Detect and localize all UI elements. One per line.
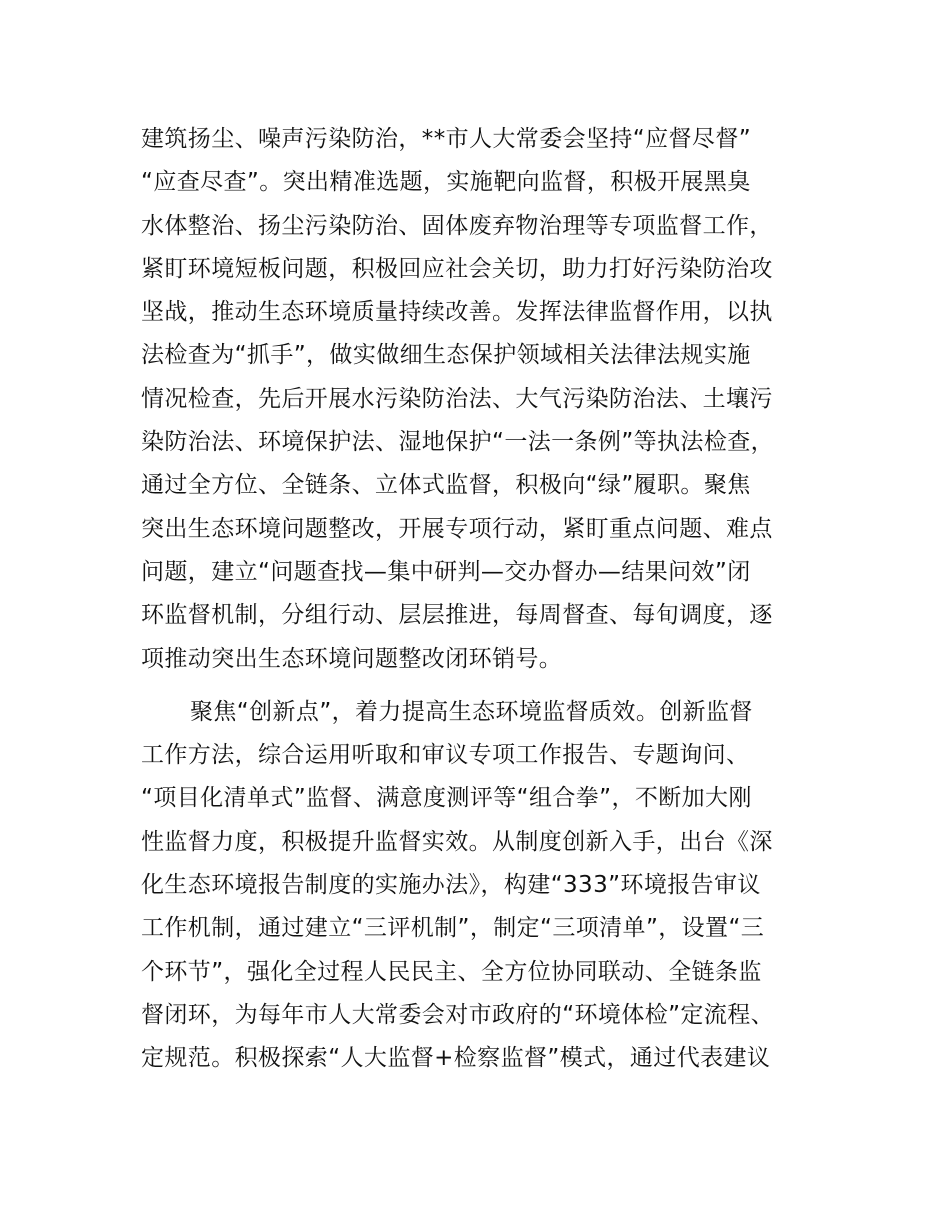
text-line: 染防治法、环境保护法、湿地保护“一法一条例”等执法检查， <box>141 429 775 456</box>
paragraph-spacer <box>141 681 841 691</box>
text-line: 个环节”，强化全过程人民民主、全方位协同联动、全链条监 <box>141 958 762 985</box>
text-line: 突出生态环境问题整改，开展专项行动，紧盯重点问题、难点 <box>141 515 773 542</box>
text-line: 督闭环，为每年市人大常委会对市政府的“环境体检”定流程、 <box>141 1001 775 1028</box>
text-line: 环监督机制，分组行动、层层推进，每周督查、每旬调度，逐 <box>141 602 773 629</box>
paragraph-1 <box>141 118 841 681</box>
text-line: 项推动突出生态环境问题整改闭环销号。 <box>141 645 563 672</box>
text-line: 紧盯环境短板问题，积极回应社会关切，助力打好污染防治攻 <box>141 255 773 282</box>
text-line: 法检查为“抓手”，做实做细生态保护领域相关法律法规实施 <box>141 342 751 369</box>
text-line: 性监督力度，积极提升监督实效。从制度创新入手，出台《深 <box>141 828 773 855</box>
text-line: 定规范。积极探索“人大监督+检察监督”模式，通过代表建议 <box>141 1045 771 1072</box>
text-line: 聚焦“创新点”，着力提高生态环境监督质效。创新监督 <box>190 698 753 725</box>
text-line: “项目化清单式”监督、满意度测评等“组合拳”，不断加大刚 <box>141 785 752 812</box>
paragraph-2 <box>141 691 841 1081</box>
text-line: 情况检查，先后开展水污染防治法、大气污染防治法、土壤污 <box>141 385 773 412</box>
text-line: 工作机制，通过建立“三评机制”，制定“三项清单”，设置“三 <box>141 915 765 942</box>
text-line: “应查尽查”。突出精准选题，实施靶向监督，积极开展黑臭 <box>141 169 751 196</box>
text-line: 化生态环境报告制度的实施办法》，构建“333”环境报告审议 <box>141 872 761 899</box>
text-line: 坚战，推动生态环境质量持续改善。发挥法律监督作用，以执 <box>141 299 773 326</box>
text-line: 水体整治、扬尘污染防治、固体废弃物治理等专项监督工作， <box>141 212 773 239</box>
text-line: 问题，建立“问题查找—集中研判—交办督办—结果问效”闭 <box>141 558 751 585</box>
text-line: 建筑扬尘、噪声污染防治，**市人大常委会坚持“应督尽督” <box>141 126 752 152</box>
text-line: 通过全方位、全链条、立体式监督，积极向“绿”履职。聚焦 <box>141 472 751 499</box>
body-text <box>141 118 841 1081</box>
text-line: 工作方法，综合运用听取和审议专项工作报告、专题询问、 <box>141 742 750 769</box>
